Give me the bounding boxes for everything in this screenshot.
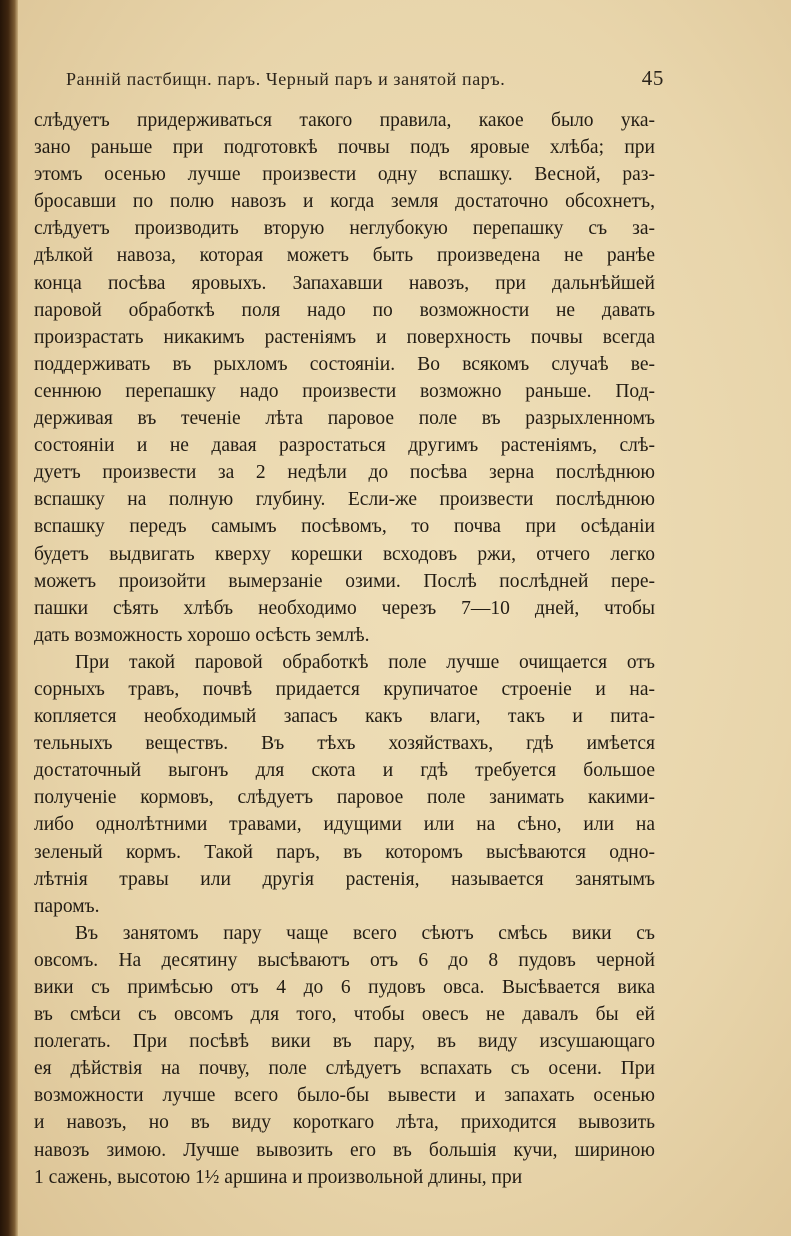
text-line: паровой обработкѣ поля надо по возможности не давать (34, 299, 655, 321)
book-spine-shadow (0, 0, 18, 1236)
text-line: 1 сажень, высотою 1½ аршина и произвольной длины, при (34, 1166, 523, 1188)
text-line: достаточный выгонъ для скота и гдѣ требуется большое (34, 760, 655, 782)
running-title: Ранній пастбищн. паръ. Черный паръ и занятой паръ. (66, 69, 506, 89)
text-line: дать возможность хорошо осѣсть землѣ. (34, 624, 370, 646)
text-line: навозъ зимою. Лучше вывозить его въ большія кучи, шириною (34, 1139, 655, 1161)
text-line: зеленый кормъ. Такой паръ, въ которомъ высѣваются одно- (34, 841, 655, 863)
running-head (66, 66, 664, 91)
text-line: произрастать никакимъ растеніямъ и поверхность почвы всегда (34, 326, 655, 348)
text-line: вспашку на полную глубину. Если-же произвести послѣднюю (34, 489, 655, 511)
text-line: лѣтнія травы или другія растенія, называется занятымъ (34, 868, 655, 890)
text-line: сорныхъ травъ, почвѣ придается крупичатое строеніе и на- (34, 678, 655, 700)
text-line: будетъ выдвигать кверху корешки всходовъ ржи, отчего легко (34, 543, 655, 565)
text-line: либо однолѣтними травами, идущими или на сѣно, или на (34, 814, 655, 836)
page-number: 45 (641, 66, 664, 90)
text-line: дуетъ произвести за 2 недѣли до посѣва зерна послѣднюю (34, 462, 655, 484)
text-line: пашки сѣять хлѣбъ необходимо черезъ 7—10 дней, чтобы (34, 597, 655, 619)
text-line: зано раньше при подготовкѣ почвы подъ яровые хлѣба; при (34, 137, 655, 159)
text-line: въ смѣси съ овсомъ для того, чтобы овесъ не давалъ бы ей (34, 1004, 655, 1026)
text-line: вспашку передъ самымъ посѣвомъ, то почва при осѣданіи (34, 516, 655, 538)
text-line: паромъ. (34, 895, 100, 917)
text-line: и навозъ, но въ виду короткаго лѣта, приходится вывозить (34, 1112, 655, 1134)
text-line: вики съ примѣсью отъ 4 до 6 пудовъ овса. Высѣвается вика (34, 977, 655, 998)
text-line: тельныхъ веществъ. Въ тѣхъ хозяйствахъ, гдѣ имѣется (34, 733, 655, 755)
text-line: дѣлкой навоза, которая можетъ быть произведена не ранѣе (34, 245, 655, 267)
text-line: возможности лучше всего было-бы вывести и запахать осенью (34, 1085, 655, 1107)
text-line: слѣдуетъ производить вторую неглубокую перепашку съ за- (34, 218, 655, 240)
text-line: этомъ осенью лучше произвести одну вспашку. Весной, раз- (34, 164, 655, 186)
text-line: поддерживать въ рыхломъ состояніи. Во всякомъ случаѣ ве- (34, 353, 655, 375)
text-line: конца посѣва яровыхъ. Запахавши навозъ, при дальнѣйшей (34, 272, 655, 294)
text-line: полегать. При посѣвѣ вики въ пару, въ виду изсушающаго (34, 1031, 655, 1053)
body-text (34, 107, 655, 1191)
text-line: полученіе кормовъ, слѣдуетъ паровое поле занимать какими- (34, 787, 655, 809)
text-line: слѣдуетъ придерживаться такого правила, какое было ука- (34, 110, 655, 131)
text-line: можетъ произойти вымерзаніе озими. Послѣ послѣдней пере- (34, 570, 655, 592)
text-line: копляется необходимый запасъ какъ влаги, такъ и пита- (34, 706, 655, 728)
text-line: состояніи и не давая разростаться другимъ растеніямъ, слѣ- (34, 435, 655, 457)
paragraph (34, 920, 655, 1191)
text-line: Въ занятомъ пару чаще всего сѣютъ смѣсь вики съ (75, 922, 655, 944)
text-line: При такой паровой обработкѣ поле лучше очищается отъ (75, 651, 655, 673)
text-line: сеннюю перепашку надо произвести возможно раньше. Под- (34, 380, 655, 402)
text-line: бросавши по полю навозъ и когда земля достаточно обсохнетъ, (34, 191, 655, 213)
text-line: ея дѣйствія на почву, поле слѣдуетъ вспахать съ осени. При (34, 1058, 655, 1080)
text-line: держивая въ теченіе лѣта паровое поле въ разрыхленномъ (34, 408, 655, 430)
paragraph (34, 107, 655, 649)
text-line: овсомъ. На десятину высѣваютъ отъ 6 до 8 пудовъ черной (34, 949, 655, 971)
paragraph (34, 649, 655, 920)
